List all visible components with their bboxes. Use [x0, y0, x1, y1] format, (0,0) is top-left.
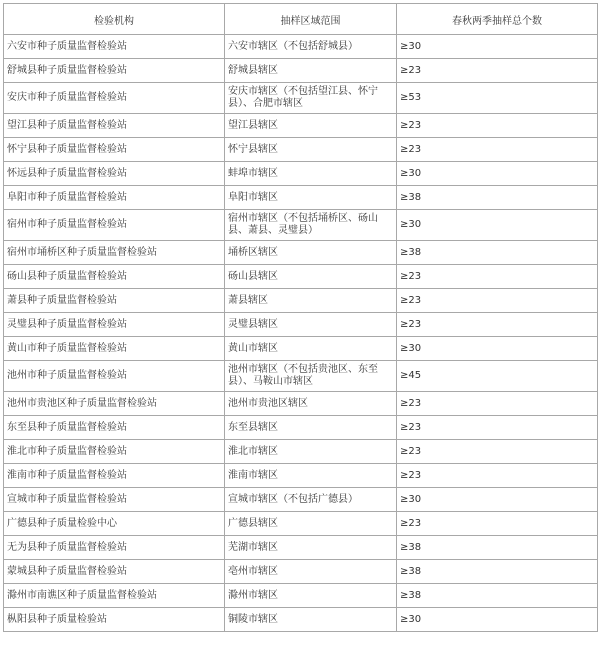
cell-org: 枞阳县种子质量检验站	[4, 608, 225, 632]
cell-org: 砀山县种子质量监督检验站	[4, 265, 225, 289]
table-row	[4, 337, 598, 361]
cell-org: 池州市种子质量监督检验站	[4, 361, 225, 392]
cell-count: ≥23	[397, 138, 598, 162]
cell-count: ≥38	[397, 241, 598, 265]
cell-area: 黄山市辖区	[225, 337, 397, 361]
cell-area: 安庆市辖区（不包括望江县、怀宁县）、合肥市辖区	[225, 83, 397, 114]
table-row	[4, 59, 598, 83]
cell-area: 淮北市辖区	[225, 440, 397, 464]
table-row	[4, 536, 598, 560]
cell-org: 宣城市种子质量监督检验站	[4, 488, 225, 512]
cell-org: 安庆市种子质量监督检验站	[4, 83, 225, 114]
table-row	[4, 608, 598, 632]
cell-org: 广德县种子质量检验中心	[4, 512, 225, 536]
cell-count: ≥23	[397, 265, 598, 289]
cell-count: ≥30	[397, 162, 598, 186]
cell-org: 阜阳市种子质量监督检验站	[4, 186, 225, 210]
cell-count: ≥23	[397, 114, 598, 138]
table-row	[4, 584, 598, 608]
table-row	[4, 83, 598, 114]
cell-area: 阜阳市辖区	[225, 186, 397, 210]
cell-area: 亳州市辖区	[225, 560, 397, 584]
cell-area: 灵璧县辖区	[225, 313, 397, 337]
cell-org: 淮北市种子质量监督检验站	[4, 440, 225, 464]
cell-org: 蒙城县种子质量监督检验站	[4, 560, 225, 584]
cell-count: ≥30	[397, 608, 598, 632]
cell-area: 东至县辖区	[225, 416, 397, 440]
table-row	[4, 416, 598, 440]
table-row	[4, 35, 598, 59]
cell-count: ≥23	[397, 59, 598, 83]
cell-org: 六安市种子质量监督检验站	[4, 35, 225, 59]
cell-area: 池州市辖区（不包括贵池区、东至县）、马鞍山市辖区	[225, 361, 397, 392]
table-row	[4, 138, 598, 162]
table-row	[4, 560, 598, 584]
cell-count: ≥53	[397, 83, 598, 114]
cell-count: ≥30	[397, 35, 598, 59]
cell-count: ≥38	[397, 560, 598, 584]
cell-area: 广德县辖区	[225, 512, 397, 536]
cell-area: 蚌埠市辖区	[225, 162, 397, 186]
cell-count: ≥23	[397, 313, 598, 337]
table-row	[4, 361, 598, 392]
cell-org: 滁州市南谯区种子质量监督检验站	[4, 584, 225, 608]
cell-count: ≥23	[397, 512, 598, 536]
cell-org: 怀宁县种子质量监督检验站	[4, 138, 225, 162]
cell-area: 淮南市辖区	[225, 464, 397, 488]
table-row	[4, 512, 598, 536]
cell-area: 池州市贵池区辖区	[225, 392, 397, 416]
cell-area: 铜陵市辖区	[225, 608, 397, 632]
cell-org: 无为县种子质量监督检验站	[4, 536, 225, 560]
cell-count: ≥23	[397, 289, 598, 313]
cell-org: 东至县种子质量监督检验站	[4, 416, 225, 440]
cell-org: 萧县种子质量监督检验站	[4, 289, 225, 313]
table-row	[4, 392, 598, 416]
table-row	[4, 488, 598, 512]
document-page	[0, 3, 600, 666]
cell-org: 宿州市埇桥区种子质量监督检验站	[4, 241, 225, 265]
cell-area: 望江县辖区	[225, 114, 397, 138]
cell-area: 芜湖市辖区	[225, 536, 397, 560]
cell-org: 灵璧县种子质量监督检验站	[4, 313, 225, 337]
cell-area: 滁州市辖区	[225, 584, 397, 608]
cell-org: 舒城县种子质量监督检验站	[4, 59, 225, 83]
cell-area: 舒城县辖区	[225, 59, 397, 83]
cell-count: ≥38	[397, 186, 598, 210]
cell-count: ≥23	[397, 416, 598, 440]
table-row	[4, 289, 598, 313]
cell-count: ≥30	[397, 210, 598, 241]
cell-count: ≥38	[397, 584, 598, 608]
cell-area: 宿州市辖区（不包括埇桥区、砀山县、萧县、灵璧县）	[225, 210, 397, 241]
table-row	[4, 440, 598, 464]
cell-count: ≥45	[397, 361, 598, 392]
table-row	[4, 210, 598, 241]
cell-count: ≥23	[397, 464, 598, 488]
cell-org: 宿州市种子质量监督检验站	[4, 210, 225, 241]
cell-area: 萧县辖区	[225, 289, 397, 313]
cell-area: 砀山县辖区	[225, 265, 397, 289]
header-org: 检验机构	[4, 4, 225, 35]
cell-org: 怀远县种子质量监督检验站	[4, 162, 225, 186]
header-count: 春秋两季抽样总个数	[397, 4, 598, 35]
table-body	[4, 35, 598, 632]
cell-area: 六安市辖区（不包括舒城县）	[225, 35, 397, 59]
cell-count: ≥23	[397, 392, 598, 416]
cell-count: ≥30	[397, 337, 598, 361]
cell-area: 宣城市辖区（不包括广德县）	[225, 488, 397, 512]
table-row	[4, 114, 598, 138]
table-row	[4, 186, 598, 210]
table-row	[4, 162, 598, 186]
table-row	[4, 464, 598, 488]
cell-org: 黄山市种子质量监督检验站	[4, 337, 225, 361]
cell-area: 怀宁县辖区	[225, 138, 397, 162]
cell-org: 淮南市种子质量监督检验站	[4, 464, 225, 488]
cell-count: ≥38	[397, 536, 598, 560]
cell-org: 望江县种子质量监督检验站	[4, 114, 225, 138]
table-row	[4, 265, 598, 289]
table-header-row	[4, 4, 598, 35]
header-area: 抽样区域范围	[225, 4, 397, 35]
cell-area: 埇桥区辖区	[225, 241, 397, 265]
cell-count: ≥23	[397, 440, 598, 464]
cell-count: ≥30	[397, 488, 598, 512]
sampling-table	[3, 3, 598, 632]
cell-org: 池州市贵池区种子质量监督检验站	[4, 392, 225, 416]
table-row	[4, 313, 598, 337]
table-row	[4, 241, 598, 265]
